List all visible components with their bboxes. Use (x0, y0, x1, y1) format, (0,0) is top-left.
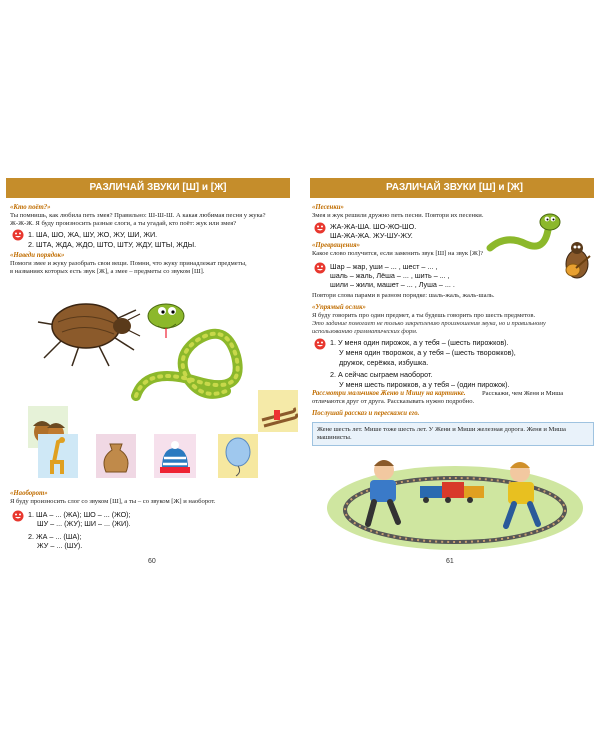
upryamyi-oslik-line-1a: 1. У меня один пирожок, а у тебя – (шесть пирожков). (330, 338, 509, 347)
kto-poet-text-1: Ты помнишь, как любила петь змея? Правильно: Ш-Ш-Ш. А какая любимая песня у жука? (10, 212, 266, 219)
prevrashcheniya-text: Какое слово получится, если заменить звук [Ш] на звук [Ж]? (312, 250, 483, 257)
upryamyi-oslik-line-2a: 2. А сейчас сыграем наоборот. (330, 370, 433, 379)
kto-poet-text-2: Ж-Ж-Ж. Я буду произносить разные слоги, а ты угадай, кто поёт: жук или змея? (10, 220, 237, 227)
balloon-picture (218, 434, 258, 478)
pesenki-text: Змея и жук решили дружно петь песни. Повтори их песенки. (312, 212, 484, 219)
singing-snake-picture (486, 208, 566, 254)
rassmotri-text-1: Расскажи, чем Женя и Миша (482, 390, 564, 397)
rassmotri-text-2: отличаются друг от друга. Рассказывать нужно подробно. (312, 398, 475, 405)
knitted-hat-picture (154, 434, 196, 478)
navedi-poryadok-title: «Наведи порядок» (10, 252, 65, 259)
prevrashcheniya-text-2: Повтори слова парами в разном порядке: шаль-жаль, жаль-шаль. (312, 292, 495, 299)
giraffe-picture (38, 434, 78, 478)
speech-face-icon (314, 262, 326, 274)
left-header: РАЗЛИЧАЙ ЗВУКИ [Ш] и [Ж] (6, 178, 290, 198)
page-number: 60 (148, 558, 156, 565)
right-page (310, 178, 594, 578)
kto-poet-line-2: 2. ШТА, ЖДА, ЖДО, ШТО, ШТУ, ЖДУ, ШТЫ, ЖДЫ. (28, 240, 197, 249)
upryamyi-oslik-line-2b: У меня шесть пирожков, а у тебя – (один пирожок). (339, 380, 510, 389)
prevrashcheniya-line-2: шаль – жаль, Лёша – ... , шить – ... , (330, 271, 450, 280)
rassmotri-title: Рассмотри мальчиков Женю и Мишу на картинке. (312, 390, 466, 397)
naoborot-text: Я буду произносить слог со звуком [Ш], а ты – со звуком [Ж] и наоборот. (10, 498, 216, 505)
story-box (312, 422, 594, 446)
prevrashcheniya-line-1: Шар – жар, уши – ... , шест – ... , (330, 262, 438, 271)
naoborot-line-2a: 2. ЖА – ... (ША); (28, 532, 82, 541)
naoborot-line-1b: ШУ – ... (ЖУ); ШИ – ... (ЖИ). (37, 519, 131, 528)
speech-face-icon (314, 222, 326, 234)
skis-picture (258, 390, 298, 432)
speech-face-icon (314, 338, 326, 350)
upryamyi-oslik-text: Я буду говорить про один предмет, а ты будешь говорить про шесть предметов. (312, 312, 536, 319)
prevrashcheniya-title: «Превращения» (312, 242, 361, 249)
story-line-1: Жене шесть лет. Мише тоже шесть лет. У Жени и Миши железная дорога. Женя и Миша (317, 426, 566, 433)
upryamyi-oslik-title: «Упрямый ослик» (312, 304, 366, 311)
prevrashcheniya-line-3: шили – жили, машет – ... , Луша – ... . (330, 280, 455, 289)
naoborot-line-1a: 1. ША – ... (ЖА); ШО – ... (ЖО); (28, 510, 131, 519)
story-line-2: машинисты. (317, 434, 352, 441)
upryamyi-oslik-note-1: Это задание помогает не только закреплению произношения звука, но и правильному (312, 320, 546, 327)
right-header: РАЗЛИЧАЙ ЗВУКИ [Ш] и [Ж] (310, 178, 594, 198)
page-number: 61 (446, 558, 454, 565)
pesenki-title: «Песенки» (312, 204, 344, 211)
naoborot-title: «Наоборот» (10, 490, 48, 497)
speech-face-icon (12, 229, 24, 241)
pesenki-line-2: ША-ЖА-ЖА. ЖУ-ШУ-ЖУ. (330, 231, 413, 240)
kto-poet-title: «Кто поёт?» (10, 204, 51, 211)
kto-poet-line-1: 1. ША, ШО, ЖА, ШУ, ЖО, ЖУ, ШИ, ЖИ. (28, 230, 158, 239)
speech-face-icon (12, 510, 24, 522)
upryamyi-oslik-line-1c: дружок, серёжка, избушка. (339, 358, 429, 367)
snake-picture (126, 296, 266, 408)
sack-picture (96, 434, 136, 478)
boys-railway-picture (324, 450, 586, 554)
naoborot-line-2b: ЖУ – ... (ШУ). (37, 541, 83, 550)
navedi-poryadok-text-1: Помоги змее и жуку разобрать свои вещи. Помни, что жуку принадлежат предметы, (10, 260, 247, 267)
navedi-poryadok-text-2: в названиях которых есть звук [Ж], а змее – предметы со звуком [Ш]. (10, 268, 205, 275)
upryamyi-oslik-line-1b: У меня один творожок, а у тебя – (шесть творожков), (339, 348, 516, 357)
poslushai-title: Послушай рассказ и перескажи его. (312, 410, 420, 417)
left-page (6, 178, 290, 578)
pesenki-line-1: ЖА-ЖА-ША. ШО-ЖО-ШО. (330, 222, 417, 231)
upryamyi-oslik-note-2: использованию грамматических форм. (312, 328, 418, 335)
beetle-with-guitar-picture (560, 238, 594, 284)
